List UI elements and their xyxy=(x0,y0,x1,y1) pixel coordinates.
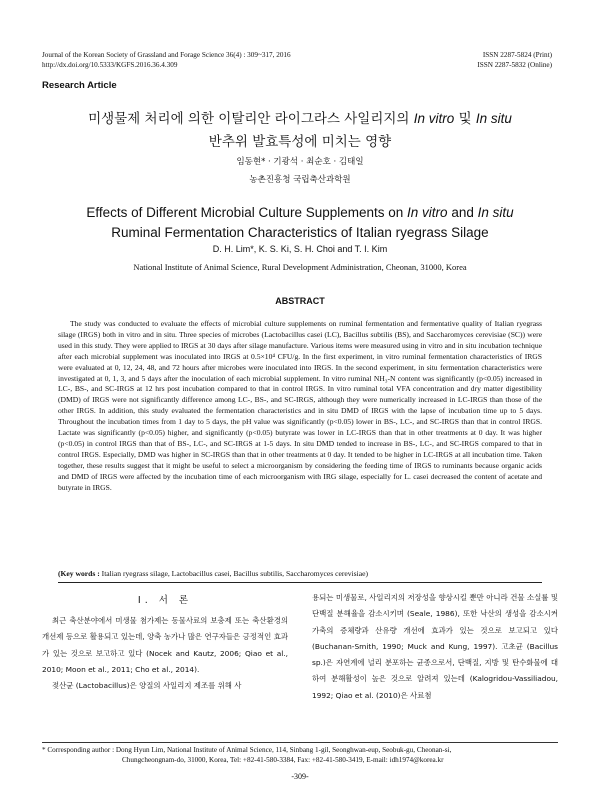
section-heading-introduction: Ⅰ. 서 론 xyxy=(137,595,193,606)
keywords-label: (Key words : xyxy=(58,569,100,578)
intro-paragraph-1: 최근 축산분야에서 미생물 첨가제는 동물사료의 보충제 또는 축산환경의 개선제 등으로 활용되고 있는데, 양축 농가나 많은 연구자들은 긍정적인 효과가 있는 것으로 보고하고 있다 (Nocek and Kautz, 2006; Qiao et al., 2010; Moon et al., 2011; Cho et al., 2014). xyxy=(42,616,288,674)
abstract-divider xyxy=(58,582,542,583)
keywords xyxy=(58,569,542,580)
doi-link[interactable]: http://dx.doi.org/10.5333/KGFS.2016.36.4.309 xyxy=(42,61,178,69)
abstract-body xyxy=(58,319,542,494)
issn-print: ISSN 2287-5824 (Print) xyxy=(482,51,552,59)
issn-block xyxy=(477,50,552,70)
journal-header xyxy=(42,50,291,70)
right-column xyxy=(312,590,558,704)
footnote-divider xyxy=(42,742,558,743)
journal-citation: Journal of the Korean Society of Grassland and Forage Science 36(4) : 309~317, 2016 xyxy=(42,51,291,59)
abstract-text: The study was conducted to evaluate the effects of microbial culture supplements on ruminal fermentation and fermentative quality of Italian ryegrass silage (IRGS) both in vitro and in situ. Three species of microbes (Lactobacillus casei (LC), Bacillus subtilis (BS), and Saccharomyces cerevisiae (SC)) were used in this study. They were applied to IRGS at 30 days after silage manufacture. Various items were measured using in vitro and in situ incubation technique after each microbial supplement was inoculated into IRGS at 0.5×10⁴ CFU/g. In the first experiment, in vitro ruminal fermentation characteristics of IRGS were evaluated at 0, 12, 24, 48, and 72 hours after microbes were inoculated into IRGS. In the second experiment, in situ fermentation characteristics were investigated at 0, 1, 3, and 5 days after the inoculation of each microbial supplement. In vitro ruminal NH₃-N content was significantly (p<0.05) increased in LC-, BS-, and SC-IRGS at 12 hrs post incubation compared to that in control IRGS. In vitro ruminal total VFA concentration and dry matter digestibility (DMD) of IRGS were not significantly difference among LC-, BS-, and SC-IRGS, although they were numerically increased in LC-IRGS than those of the other IRGS. In addition, this study evaluated the fermentation characteristics and in situ DMD of IRGS with the lapse of incubation time up to 5 days. Throughout the incubation times from 1 day to 5 days, the pH value was significantly (p<0.05) lower in BS-, LC-, and SC-IRGS than that in control IRGS. Lactate was significantly (p<0.05) higher, and significantly (p<0.05) butyrate was lower in LC-IRGS than that in other treatments at 0 day. It was higher (p<0.05) in control IRGS than that of BS-, LC-, and SC-IRGS at 1-5 days. In situ DMD tended to increase in BS-, LC-, and SC-IRGS compared to that in control IRGS. Especially, DMD was higher in SC-IRGS than that in other treatments at 0 day. It tended to be higher in LC-IRGS at all incubation time. Taken together, these results suggest that it might be useful to select a microorganism by considering the feeding time of IRGS to ruminants because organic acids and DMD of IRGS were affected by the incubation time of each microorganism with IRG silage, especially for L. casei decreased the content of acetate and butyrate in IRGS. xyxy=(58,319,542,492)
keywords-text: Italian ryegrass silage, Lactobacillus casei, Bacillus subtilis, Saccharomyces cerevisiae) xyxy=(101,569,368,578)
page-number: -309- xyxy=(291,772,309,781)
corresponding-author-footnote: * Corresponding author : Dong Hyun Lim, National Institute of Animal Science, 114, Sinbang 1-gil, Seonghwan-eup, Seobuk-gu, Cheonan-si, Chungcheongnam-do, 31000, Korea, Tel: +82-41-580-3384, Fax: +82-41-580-3419, E-mail: idh1974@korea.kr xyxy=(42,746,452,764)
korean-affiliation: 농촌진흥청 국립축산과학원 xyxy=(249,175,351,185)
english-authors: D. H. Lim*, K. S. Ki, S. H. Choi and T. I. Kim xyxy=(212,244,388,254)
left-column xyxy=(42,613,288,694)
article-type: Research Article xyxy=(42,80,117,91)
english-affiliation: National Institute of Animal Science, Rural Development Administration, Cheonan, 31000, Korea xyxy=(133,262,467,272)
korean-title: 미생물제 처리에 의한 이탈리안 라이그라스 사일리지의 In vitro 및 In situ 반추위 발효특성에 미치는 영향 xyxy=(88,111,512,150)
english-title: Effects of Different Microbial Culture Supplements on In vitro and In situ Ruminal Fermentation Characteristics of Italian ryegrass Silage xyxy=(86,205,514,240)
korean-authors: 임동현* · 기광석 · 최순호 · 김태일 xyxy=(236,157,364,167)
abstract-heading: ABSTRACT xyxy=(275,296,325,306)
intro-paragraph-continued: 용되는 미생물로, 사일리지의 저장성을 향상시킬 뿐만 아니라 건물 소실률 및 단백질 분해율을 감소시키며 (Seale, 1986), 또한 낙산의 생성을 감소시켜 가축의 증체량과 산유량 개선에 효과가 있는 것으로 보고되고 있다 (Buchanan-Smith, 1990; Muck and Kung, 1997). 고초균 (Bacillus sp.)은 자연계에 널리 분포하는 균종으로서, 단백질, 지방 및 탄수화물에 대하여 분해활성이 높은 것으로 알려져 있는데 (Kalogridou-Vassiliadou, 1992; Qiao et al. (2010)은 사료첨 xyxy=(312,593,558,700)
issn-online: ISSN 2287-5832 (Online) xyxy=(477,61,552,69)
intro-paragraph-2: 젖산균 (Lactobacillus)은 양질의 사일리지 제조를 위해 사 xyxy=(52,681,242,691)
